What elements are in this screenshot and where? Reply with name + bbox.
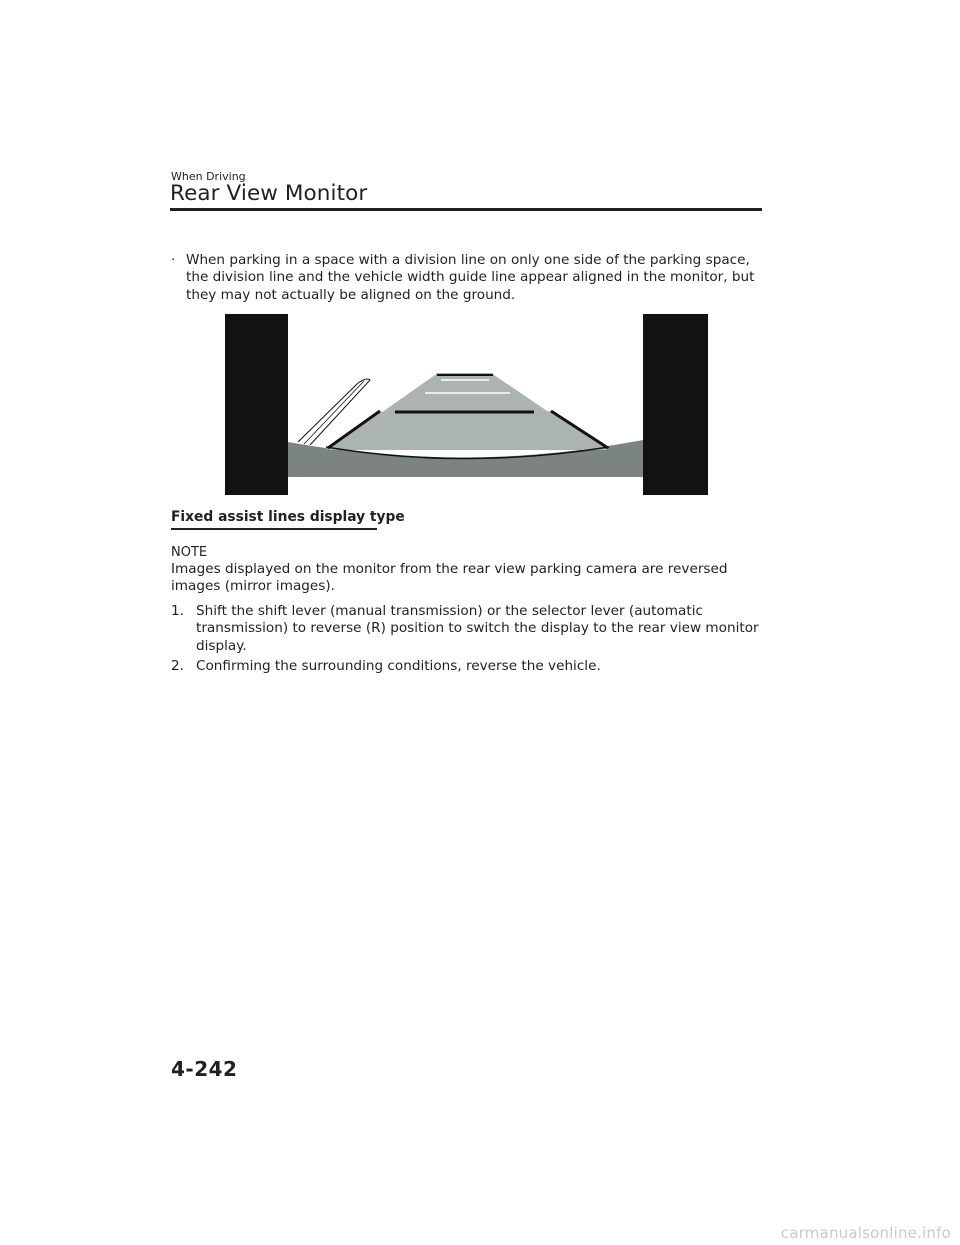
figure-caption: Fixed assist lines display type (171, 509, 405, 525)
step-text: Confirming the surrounding conditions, reverse the vehicle. (196, 658, 601, 674)
page-title: Rear View Monitor (170, 181, 368, 206)
page-number: 4-242 (171, 1057, 238, 1081)
section-label: When Driving (171, 170, 246, 183)
rear-view-monitor-illustration (225, 314, 708, 495)
bullet-text: When parking in a space with a division line on only one side of the parking space, the division line and the vehicle width guide line appear aligned in the monitor, but they may not actually be aligned on the ground. (186, 252, 755, 303)
step-item (171, 658, 761, 675)
note-label: NOTE (171, 545, 208, 560)
bullet-item (171, 252, 771, 304)
note-text: Images displayed on the monitor from the rear view parking camera are reversed images (mirror images). (171, 561, 728, 595)
step-number: 1. (171, 603, 184, 619)
step-item (171, 603, 761, 655)
step-number: 2. (171, 658, 184, 674)
step-text: Shift the shift lever (manual transmission) or the selector lever (automatic transmission) to reverse (R) position to switch the display to the rear view monitor display. (196, 603, 759, 654)
caption-underline (171, 528, 377, 530)
watermark: carmanualsonline.info (780, 1224, 951, 1242)
title-rule (170, 208, 762, 211)
bullet-marker: · (171, 252, 176, 268)
